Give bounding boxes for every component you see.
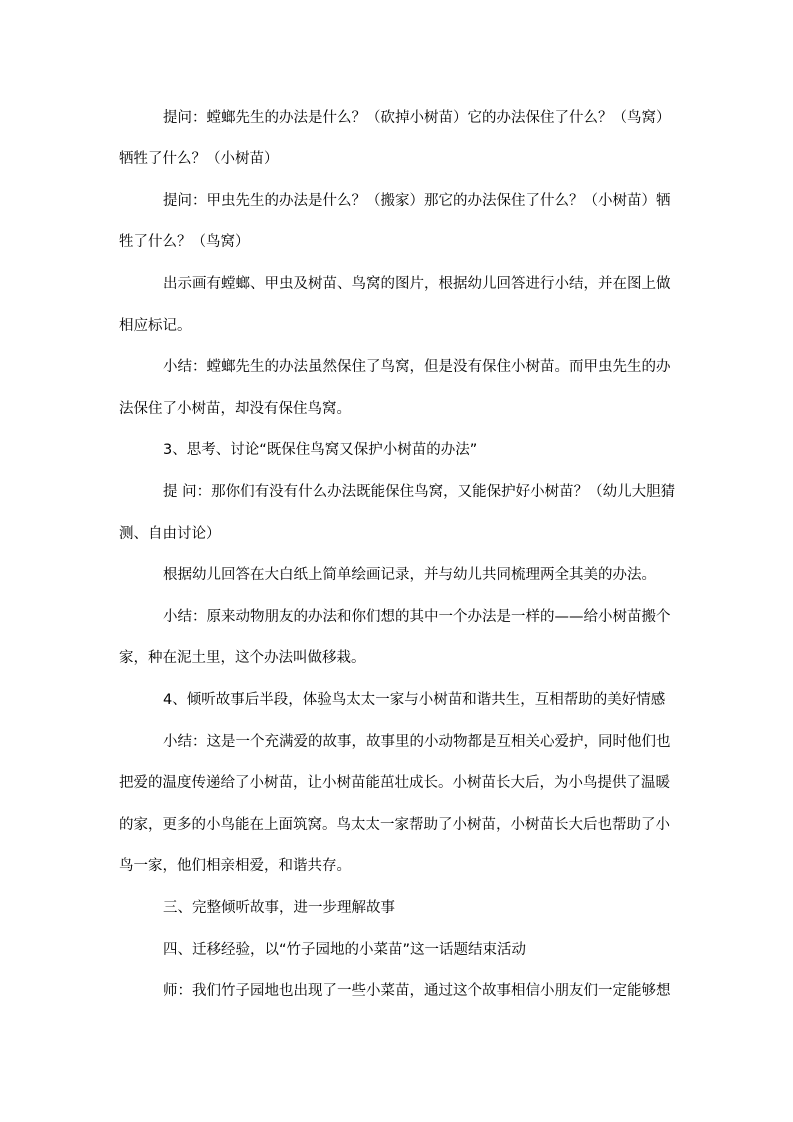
paragraph-line: 提 问：那你们有没有什么办法既能保住鸟窝，又能保护好小树苗？（幼儿大胆猜 [163,484,676,500]
paragraph-line: 牲了什么？（鸟窝） [119,234,250,250]
paragraph-line: 鸟一家，他们相亲相爱，和谐共存。 [119,858,351,874]
paragraph-line: 家，种在泥土里，这个办法叫做移栽。 [119,650,366,666]
paragraph-line: 相应标记。 [119,318,192,334]
section-heading: 4、倾听故事后半段，体验鸟太太一家与小树苗和谐共生，互相帮助的美好情感 [163,692,666,708]
paragraph-line: 测、自由讨论） [119,526,221,542]
paragraph-line: 牺牲了什么？（小树苗） [119,151,279,167]
paragraph-line: 把爱的温度传递给了小树苗，让小树苗能茁壮成长。小树苗长大后，为小鸟提供了温暖 [119,775,670,791]
paragraph-line: 小结：螳螂先生的办法虽然保住了鸟窝，但是没有保住小树苗。而甲虫先生的办 [163,359,671,375]
section-heading: 四、迁移经验，以“竹子园地的小菜苗”这一话题结束活动 [163,942,527,958]
paragraph-line: 提问：甲虫先生的办法是什么？（搬家）那它的办法保住了什么？（小树苗）牺 [163,193,671,209]
paragraph-line: 法保住了小树苗，却没有保住鸟窝。 [119,401,351,417]
paragraph-line: 根据幼儿回答在大白纸上简单绘画记录，并与幼儿共同梳理两全其美的办法。 [163,567,656,583]
section-heading: 三、完整倾听故事，进一步理解故事 [163,900,395,916]
paragraph-line: 小结：这是一个充满爱的故事，故事里的小动物都是互相关心爱护，同时他们也 [163,734,671,750]
paragraph-line: 师：我们竹子园地也出现了一些小菜苗，通过这个故事相信小朋友们一定能够想 [163,983,671,999]
paragraph-line: 的家，更多的小鸟能在上面筑窝。鸟太太一家帮助了小树苗，小树苗长大后也帮助了小 [119,817,670,833]
paragraph-line: 出示画有螳螂、甲虫及树苗、鸟窝的图片，根据幼儿回答进行小结，并在图上做 [163,276,671,292]
section-heading: 3、思考、讨论“既保住鸟窝又保护小树苗的办法” [163,442,478,458]
paragraph-line: 提问：螳螂先生的办法是什么？（砍掉小树苗）它的办法保住了什么？（鸟窝） [163,110,671,126]
paragraph-line: 小结：原来动物朋友的办法和你们想的其中一个办法是一样的——给小树苗搬个 [163,609,671,625]
